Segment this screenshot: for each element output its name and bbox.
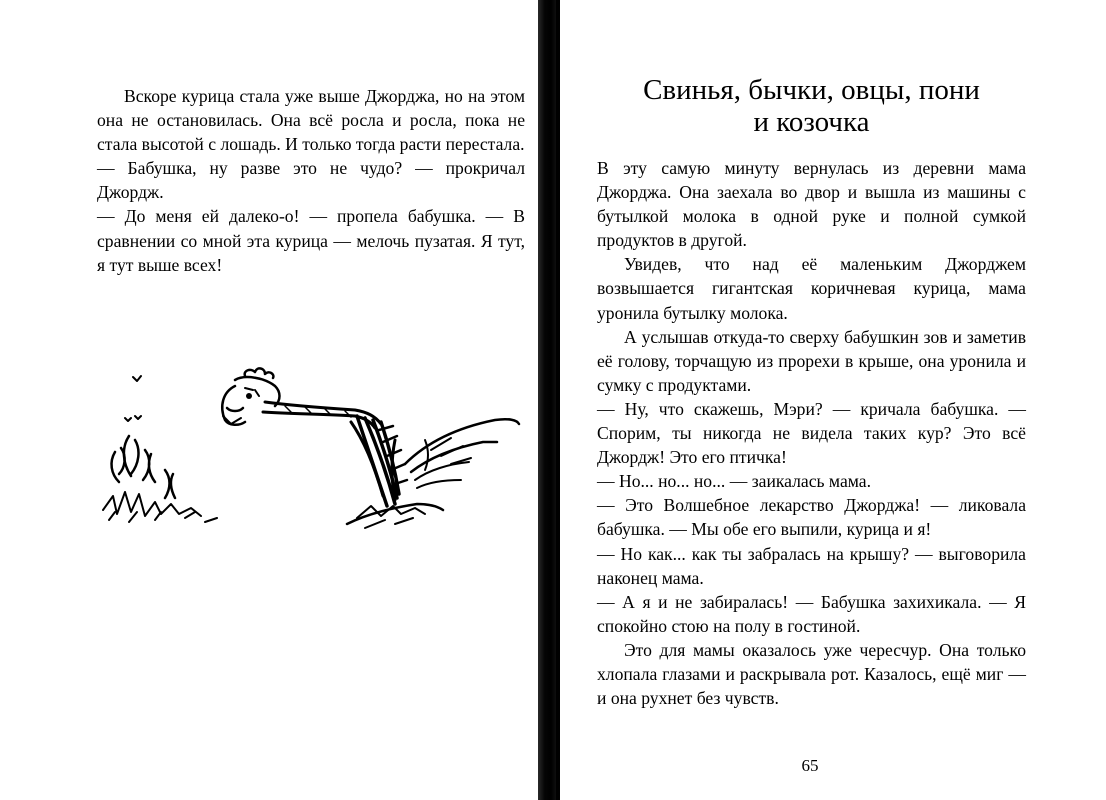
paragraph: В эту самую минуту вернулась из деревни мама Джорджа. Она заехала во двор и вышла из машины с бутылкой молока в одной руке и полной сумкой продуктов в другой. [597,158,1026,251]
paragraph: — А я и не забиралась! — Бабушка захихикала. — Я спокойно стою на полу в гостиной. [597,591,1026,636]
left-page-text [97,84,525,277]
giant-chicken-drawing-icon [95,360,535,540]
paragraph: Это для мамы оказалось уже чересчур. Она только хлопала глазами и раскрывала рот. Казалось, ещё миг — и она рухнет без чувств. [597,639,1026,709]
paragraph: — Это Волшебное лекарство Джорджа! — ликовала бабушка. — Мы обе его выпили, курица и я! [597,495,1026,540]
chapter-title [597,74,1026,138]
left-page [0,0,538,800]
page-number: 65 [801,756,819,775]
paragraph: — Ну, что скажешь, Мэри? — кричала бабушка. — Спорим, ты никогда не видела таких кур? Это всё Джордж! Это его птичка! [597,398,1026,468]
paragraph: — Но как... как ты забралась на крышу? — выговорила наконец мама. [597,543,1026,588]
paragraph: Вскоре курица стала уже выше Джорджа, но на этом она не остановилась. Она всё росла и росла, пока не стала высотой с лошадь. И только тогда расти перестала. [97,86,525,155]
paragraph: — До меня ей далеко-о! — пропела бабушка. — В сравнении со мной эта курица — мелочь пузатая. Я тут, я тут выше всех! [97,206,525,275]
paragraph: — Но... но... но... — заикалась мама. [597,471,871,492]
paragraph: А услышав откуда-то сверху бабушкин зов и заметив её голову, торчащую из прорехи в крыше, она уронила и сумку с продуктами. [597,326,1026,395]
chapter-title-line: и козочка [753,106,870,138]
paragraph: — Бабушка, ну разве это не чудо? — прокричал Джордж. [97,158,525,203]
right-page-text [597,156,1026,710]
paragraph: Увидев, что над её маленьким Джорджем возвышается гигантская коричневая курица, мама уронила бутылку молока. [597,254,1026,323]
chapter-title-line: Свинья, бычки, овцы, пони [643,74,980,106]
